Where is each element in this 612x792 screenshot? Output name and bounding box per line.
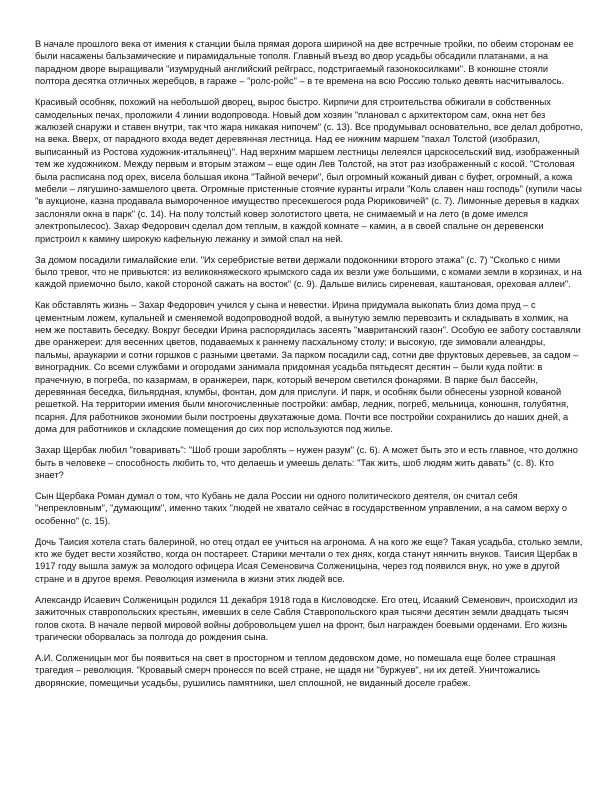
paragraph-7: Дочь Таисия хотела стать балериной, но отец отдал ее учиться на агронома. А на кого же еще? Такая усадьба, столько земли, кто же будет вести хозяйство, когда он постареет. Старики мечтали о тех днях, когда станут нянчить внуков. Таисия Щербак в 1917 году вышла замуж за молодого офицера Исая Семеновича Солженицына, через год появился внук, но уже в другой стране и в другое время. Революция изменила в жизни этих людей все. (35, 536, 583, 584)
paragraph-5: Захар Щербак любил "говаривать": "Шоб гроши зароблять – нужен разум" (с. 6). А может быть это и есть главное, что должно быть в человеке – способность любить то, что делаешь и умеешь делать: "Так жить, шоб людям жить давать" (с. 8). Кто знает? (35, 445, 578, 480)
paragraph-2: Красивый особняк, похожий на небольшой дворец, вырос быстро. Кирпичи для строительства обжигали в собственных самодельных печах, проложили 4 линии водопровода. Новый дом хозяин "плановал с архитектором сам, окна нет без жалюзей снаружи и ставен внутри, так что жара никакая нипочем" (с. 13). Все продумывал основательно, все делал добротно, на века. Вверх, от парадного входа ведет деревянная лестница. Над ее нижним маршем "пахал Толстой (изобразил, выписанный из Ростова художник-итальянец)". Над верхним маршем лестницы лелеялся царскосельский вид, изображенный тем же художником. Между первым и вторым этажом – еще один Лев Толстой, на этот раз изображенный с косой. "Столовая была расписана под орех, висела большая икона "Тайной вечери", был огромный кожаный диван с буфет, огромный, а кожа мебели – лягушино-замшелого цвета. Огромные пристенные стоячие куранты играли "Коль славен наш господь" (купили часы "в аукционе, казна продавала вымороченное имущество пресекшегося рода Рюриковичей" (с. 7). Лимонные деревья в кадках заслоняли окна в парк" (с. 14). На полу толстый ковер золотистого цвета, не снимаемый и на лето (в доме имелся электропылесос). Захар Федорович сделал дом теплым, в каждой комнате – камин, а в своей спальне он деревенски пристроил к камину широкую кафельную лежанку и зимой спал на ней. (35, 97, 583, 244)
paragraph-4: Как обставлять жизнь – Захар Федорович учился у сына и невестки. Ирина придумала выкопать близ дома пруд – с цементным ложем, купальней и сменяемой водопроводной водой, а вынутую землю перевозить и складывать в холмик, на нем же поставить беседку. Вокруг беседки Ирина распорядилась засеять "мавританский газон". Особую ее заботу составляли две оранжереи: для весенних цветов, подаваемых к раннему пасхальному столу; и высокую, где зимовали алеандры, пальмы, араукарии и сотни горшков с разными цветами. За парком посадили сад, сотни две фруктовых деревьев, за садом – виноградник. Со всеми службами и огородами занимала придомная усадьба пятьдесят десятин – были куда пойти: в прачечную, в погреба, по казармам, в оранжереи, парк, который вечером светился фонарями. В парке был бассейн, деревянная беседка, бильярдная, клумбы, фонтан, дом для прислуги. И парк, и особняк были обнесены узорной кованой решеткой. На территории имения были многочисленные постройки: амбар, ледник, погреб, мельница, конюшня, голубятня, псарня. Для работников экономии были построены двухэтажные дома. Почти все постройки сохранились до наших дней, а дома для работников и складские помещения до сих пор используются под жилье. (35, 300, 581, 435)
paragraph-9: А.И. Солженицын мог бы появиться на свет в просторном и теплом дедовском доме, но помешала еще более страшная трагедия – революция. "Кровавый смерч пронесся по всей стране, не щадя ни "буржуев", ни их детей. Уничтожались дворянские, помещичьи усадьбы, рушились памятники, шел сплошной, не виданный доселе грабеж. (35, 652, 556, 688)
paragraph-3: За домом посадили гималайские ели. "Их серебристые ветви держали подоконники второго этажа" (с. 7) "Сколько с ними было тревог, что не привьются: из великокняжеского крымского сада их везли уже большими, с комами земли в корзинах, и на каждой приемочно было, какой стороной сажать на восток" (с. 9). Дальше вились сиреневая, каштановая, ореховая аллеи". (35, 254, 582, 290)
document-page (35, 38, 583, 698)
paragraph-8: Александр Исаевич Солженицын родился 11 декабря 1918 года в Кисловодске. Его отец, Исаакий Семенович, происходил из зажиточных ставропольских крестьян, имевших в селе Сабля Ставропольского края тысячи десятин земли двадцать тысяч голов скота. В начале первой мировой войны добровольцем ушел на фронт, был награжден боевыми орденами. Его жизнь трагически оборвалась за полгода до рождения сына. (35, 594, 578, 642)
paragraph-1: В начале прошлого века от имения к станции была прямая дорога шириной на две встречные тройки, по обеим сторонам ее были насажены бальзамические и пирамидальные тополя. Главный въезд во двор усадьбы обсадили платанами, а на парадном дворе выращивали "изумрудный английский рейграсс, подстригаемый газонокосилками". В конюшне стояли полтора десятка отличных жеребцов, в гараже – "ролс-ройс" – в те времена на всю Россию только девять насчитывалось. (35, 39, 574, 87)
paragraph-6: Сын Щербака Роман думал о том, что Кубань не дала России ни одного политического деятеля, он считал себя "непрекловным", "думающим", именно таких "людей не хватало сейчас в государственном управлении, а на самом верху о особенно" (с. 15). (35, 490, 568, 526)
